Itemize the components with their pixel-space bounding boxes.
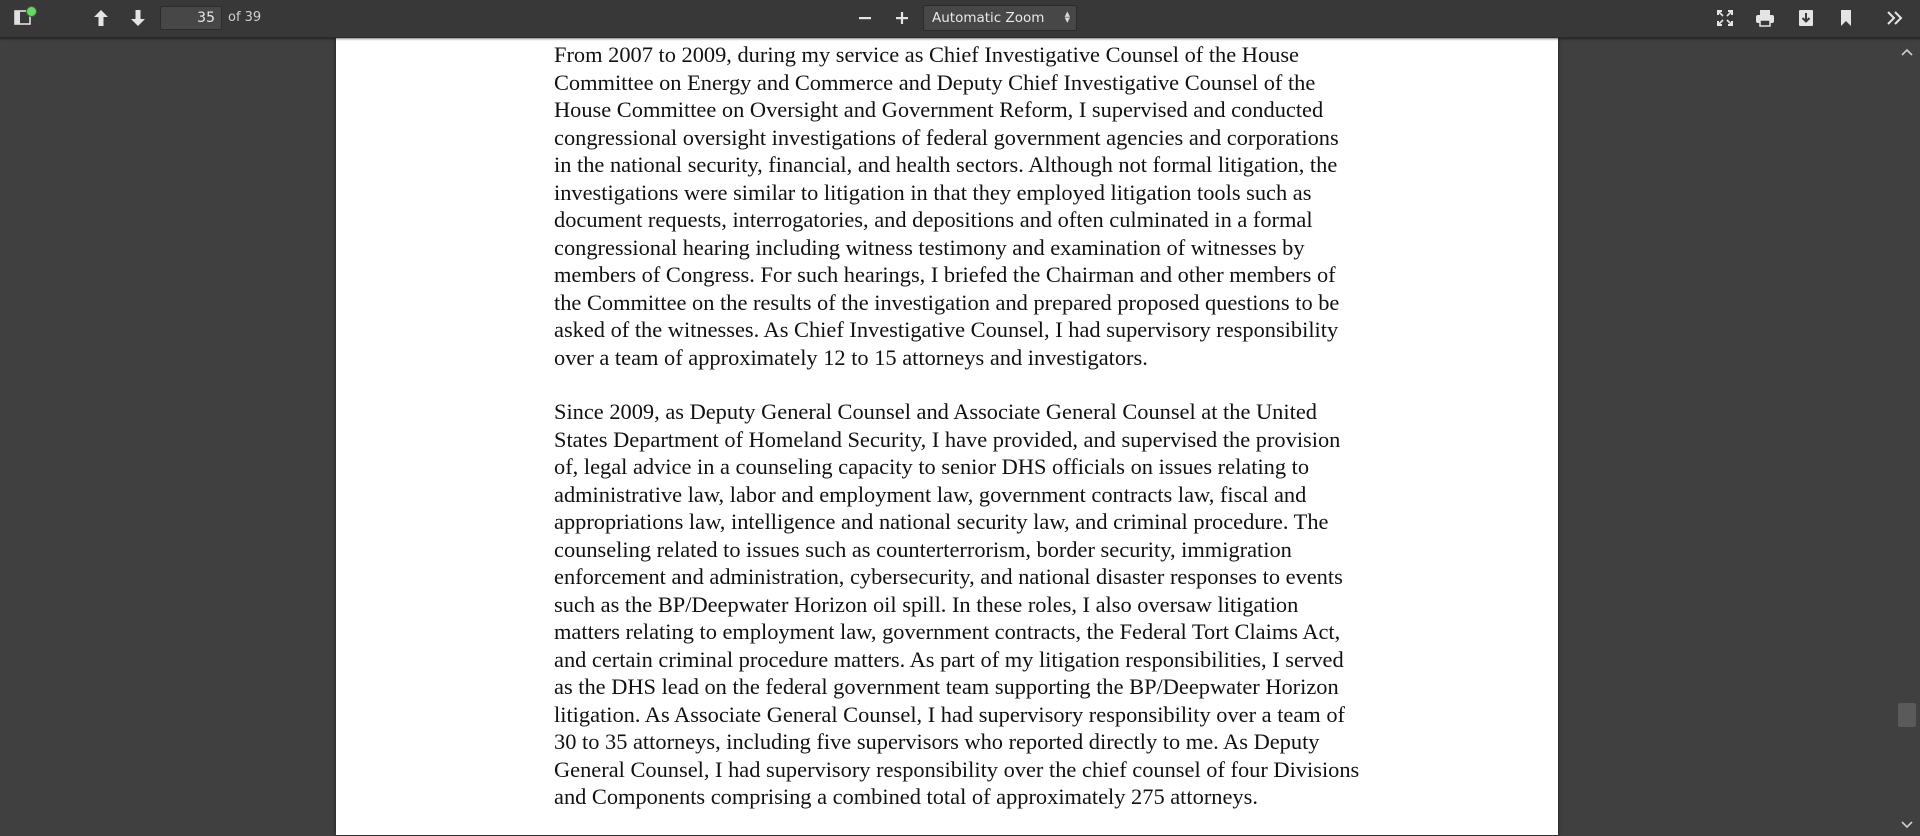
text-line: Committee on Energy and Commerce and Deputy Chief Investigative Counsel of the — [554, 69, 1316, 95]
text-line: of, legal advice in a counseling capacity to senior DHS officials on issues relating to — [554, 454, 1310, 479]
text-line: document requests, interrogatories, and depositions and often culminated in a formal — [554, 207, 1313, 232]
text-line: over a team of approximately 12 to 15 attorneys and investigators. — [554, 344, 1148, 370]
scroll-thumb[interactable] — [1898, 703, 1916, 727]
text-line: investigations were similar to litigation in that they employed litigation tools such as — [554, 179, 1312, 205]
page-count-label: of 39 — [228, 10, 262, 25]
arrow-up-icon[interactable] — [86, 4, 116, 32]
text-line: the Committee on the results of the investigation and prepared proposed questions to be — [554, 289, 1340, 315]
text-line: From 2007 to 2009, during my service as Chief Investigative Counsel of the House — [554, 42, 1299, 67]
pdf-page — [336, 38, 1558, 835]
text-line: such as the BP/Deepwater Horizon oil spill. In these roles, I also oversaw litigation — [554, 591, 1299, 617]
text-line: counseling related to issues such as counterterrorism, border security, immigration — [554, 536, 1292, 562]
scroll-up-icon[interactable] — [1900, 44, 1914, 58]
paragraph-1 — [554, 41, 1434, 371]
notification-dot — [26, 6, 37, 17]
paragraph-2 — [554, 398, 1434, 811]
text-line: and certain criminal procedure matters. As part of my litigation responsibilities, I served — [554, 646, 1344, 672]
text-line: as the DHS lead on the federal government team supporting the BP/Deepwater Horizon — [554, 674, 1339, 699]
zoom-value: Automatic Zoom — [932, 10, 1045, 26]
arrow-down-icon[interactable] — [123, 4, 153, 32]
minus-icon[interactable] — [850, 4, 880, 32]
text-line: asked of the witnesses. As Chief Investigative Counsel, I had supervisory responsibility — [554, 317, 1339, 342]
text-line: Since 2009, as Deputy General Counsel and Associate General Counsel at the United — [554, 399, 1317, 424]
text-line: 30 to 35 attorneys, including five supervisors who reported directly to me. As Deputy — [554, 729, 1320, 754]
text-line: General Counsel, I had supervisory responsibility over the chief counsel of four Divisions — [554, 756, 1360, 782]
scroll-down-icon[interactable] — [1900, 817, 1914, 831]
text-line: congressional oversight investigations of federal government agencies and corporations — [554, 124, 1339, 150]
select-arrows-icon: ▲ ▼ — [1064, 10, 1070, 24]
text-line: enforcement and administration, cybersecurity, and national disaster responses to events — [554, 564, 1343, 589]
text-line: appropriations law, intelligence and national security law, and criminal procedure. The — [554, 509, 1329, 534]
plus-icon[interactable] — [887, 4, 917, 32]
text-line: matters relating to employment law, government contracts, the Federal Tort Claims Act, — [554, 619, 1341, 644]
text-line: House Committee on Oversight and Government Reform, I supervised and conducted — [554, 97, 1324, 122]
page-number-input[interactable]: 35 — [160, 6, 222, 30]
zoom-select[interactable] — [923, 5, 1077, 31]
text-line: congressional hearing including witness testimony and examination of witnesses by — [554, 234, 1305, 260]
text-line: members of Congress. For such hearings, I briefed the Chairman and other members of — [554, 262, 1336, 287]
print-icon[interactable] — [1750, 4, 1780, 32]
text-line: States Department of Homeland Security, I have provided, and supervised the provision — [554, 426, 1341, 452]
text-line: and Components comprising a combined total of approximately 275 attorneys. — [554, 784, 1258, 809]
pdf-toolbar — [0, 0, 1920, 38]
presentation-mode-icon[interactable] — [1710, 4, 1740, 32]
text-line: in the national security, financial, and health sectors. Although not formal litigation, the — [554, 152, 1338, 177]
download-icon[interactable] — [1791, 4, 1821, 32]
vertical-scrollbar[interactable] — [1894, 38, 1920, 835]
text-line: administrative law, labor and employment law, government contracts law, fiscal and — [554, 481, 1307, 507]
more-tools-icon[interactable] — [1880, 4, 1910, 32]
bookmark-icon[interactable] — [1831, 4, 1861, 32]
document-viewer[interactable] — [0, 38, 1920, 835]
text-line: litigation. As Associate General Counsel, I had supervisory responsibility over a team of — [554, 701, 1345, 727]
